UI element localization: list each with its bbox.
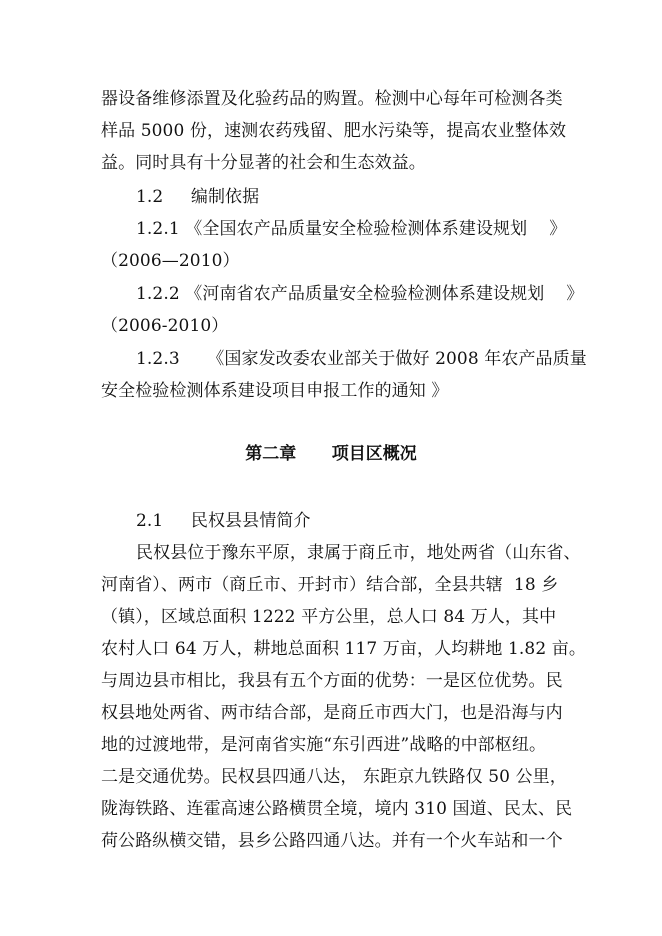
paragraph-line: （镇），区域总面积 1222 平方公里，总人口 84 万人，其中	[101, 607, 557, 627]
basis-item-1-2-2-cont: （2006-2010）	[101, 316, 229, 336]
paragraph-line: 与周边县市相比，我县有五个方面的优势：一是区位优势。民	[101, 671, 563, 691]
paragraph-line: 荷公路纵横交错，县乡公路四通八达。并有一个火车站和一个	[101, 831, 563, 851]
paragraph-line: 二是交通优势。民权县四通八达， 东距京九铁路仅 50 公里，	[101, 767, 567, 787]
basis-item-1-2-2: 1.2.2 《河南省农产品质量安全检验检测体系建设规划 》	[136, 284, 584, 304]
text-line: 器设备维修添置及化验药品的购置。检测中心每年可检测各类	[101, 89, 563, 109]
paragraph-line: 农村人口 64 万人，耕地总面积 117 万亩，人均耕地 1.82 亩。	[101, 639, 586, 659]
paragraph-line: 河南省）、两市（商丘市、开封市）结合部，全县共辖 18 乡	[101, 575, 559, 595]
section-heading-1-2: 1.2 编制依据	[136, 187, 260, 207]
text-line: 样品 5000 份，速测农药残留、肥水污染等，提高农业整体效	[101, 121, 567, 141]
paragraph-line: 地的过渡地带，是河南省实施“东引西进”战略的中部枢纽。	[101, 735, 547, 755]
paragraph-line: 陇海铁路、连霍高速公路横贯全境，境内 310 国道、民太、民	[101, 799, 573, 819]
paragraph-line: 权县地处两省、两市结合部，是商丘市西大门，也是沿海与内	[101, 703, 563, 723]
basis-item-1-2-3: 1.2.3 《国家发改委农业部关于做好 2008 年农产品质量	[136, 349, 587, 369]
section-heading-2-1: 2.1 民权县县情简介	[136, 511, 311, 531]
paragraph-line: 民权县位于豫东平原，隶属于商丘市，地处两省（山东省、	[136, 543, 581, 563]
chapter-title: 第二章 项目区概况	[245, 444, 417, 464]
text-line: 益。同时具有十分显著的社会和生态效益。	[101, 153, 426, 173]
basis-item-1-2-3-cont: 安全检验检测体系建设项目申报工作的通知 》	[101, 381, 449, 401]
basis-item-1-2-1: 1.2.1 《全国农产品质量安全检验检测体系建设规划 》	[136, 219, 567, 239]
basis-item-1-2-1-cont: （2006—2010）	[101, 251, 240, 271]
